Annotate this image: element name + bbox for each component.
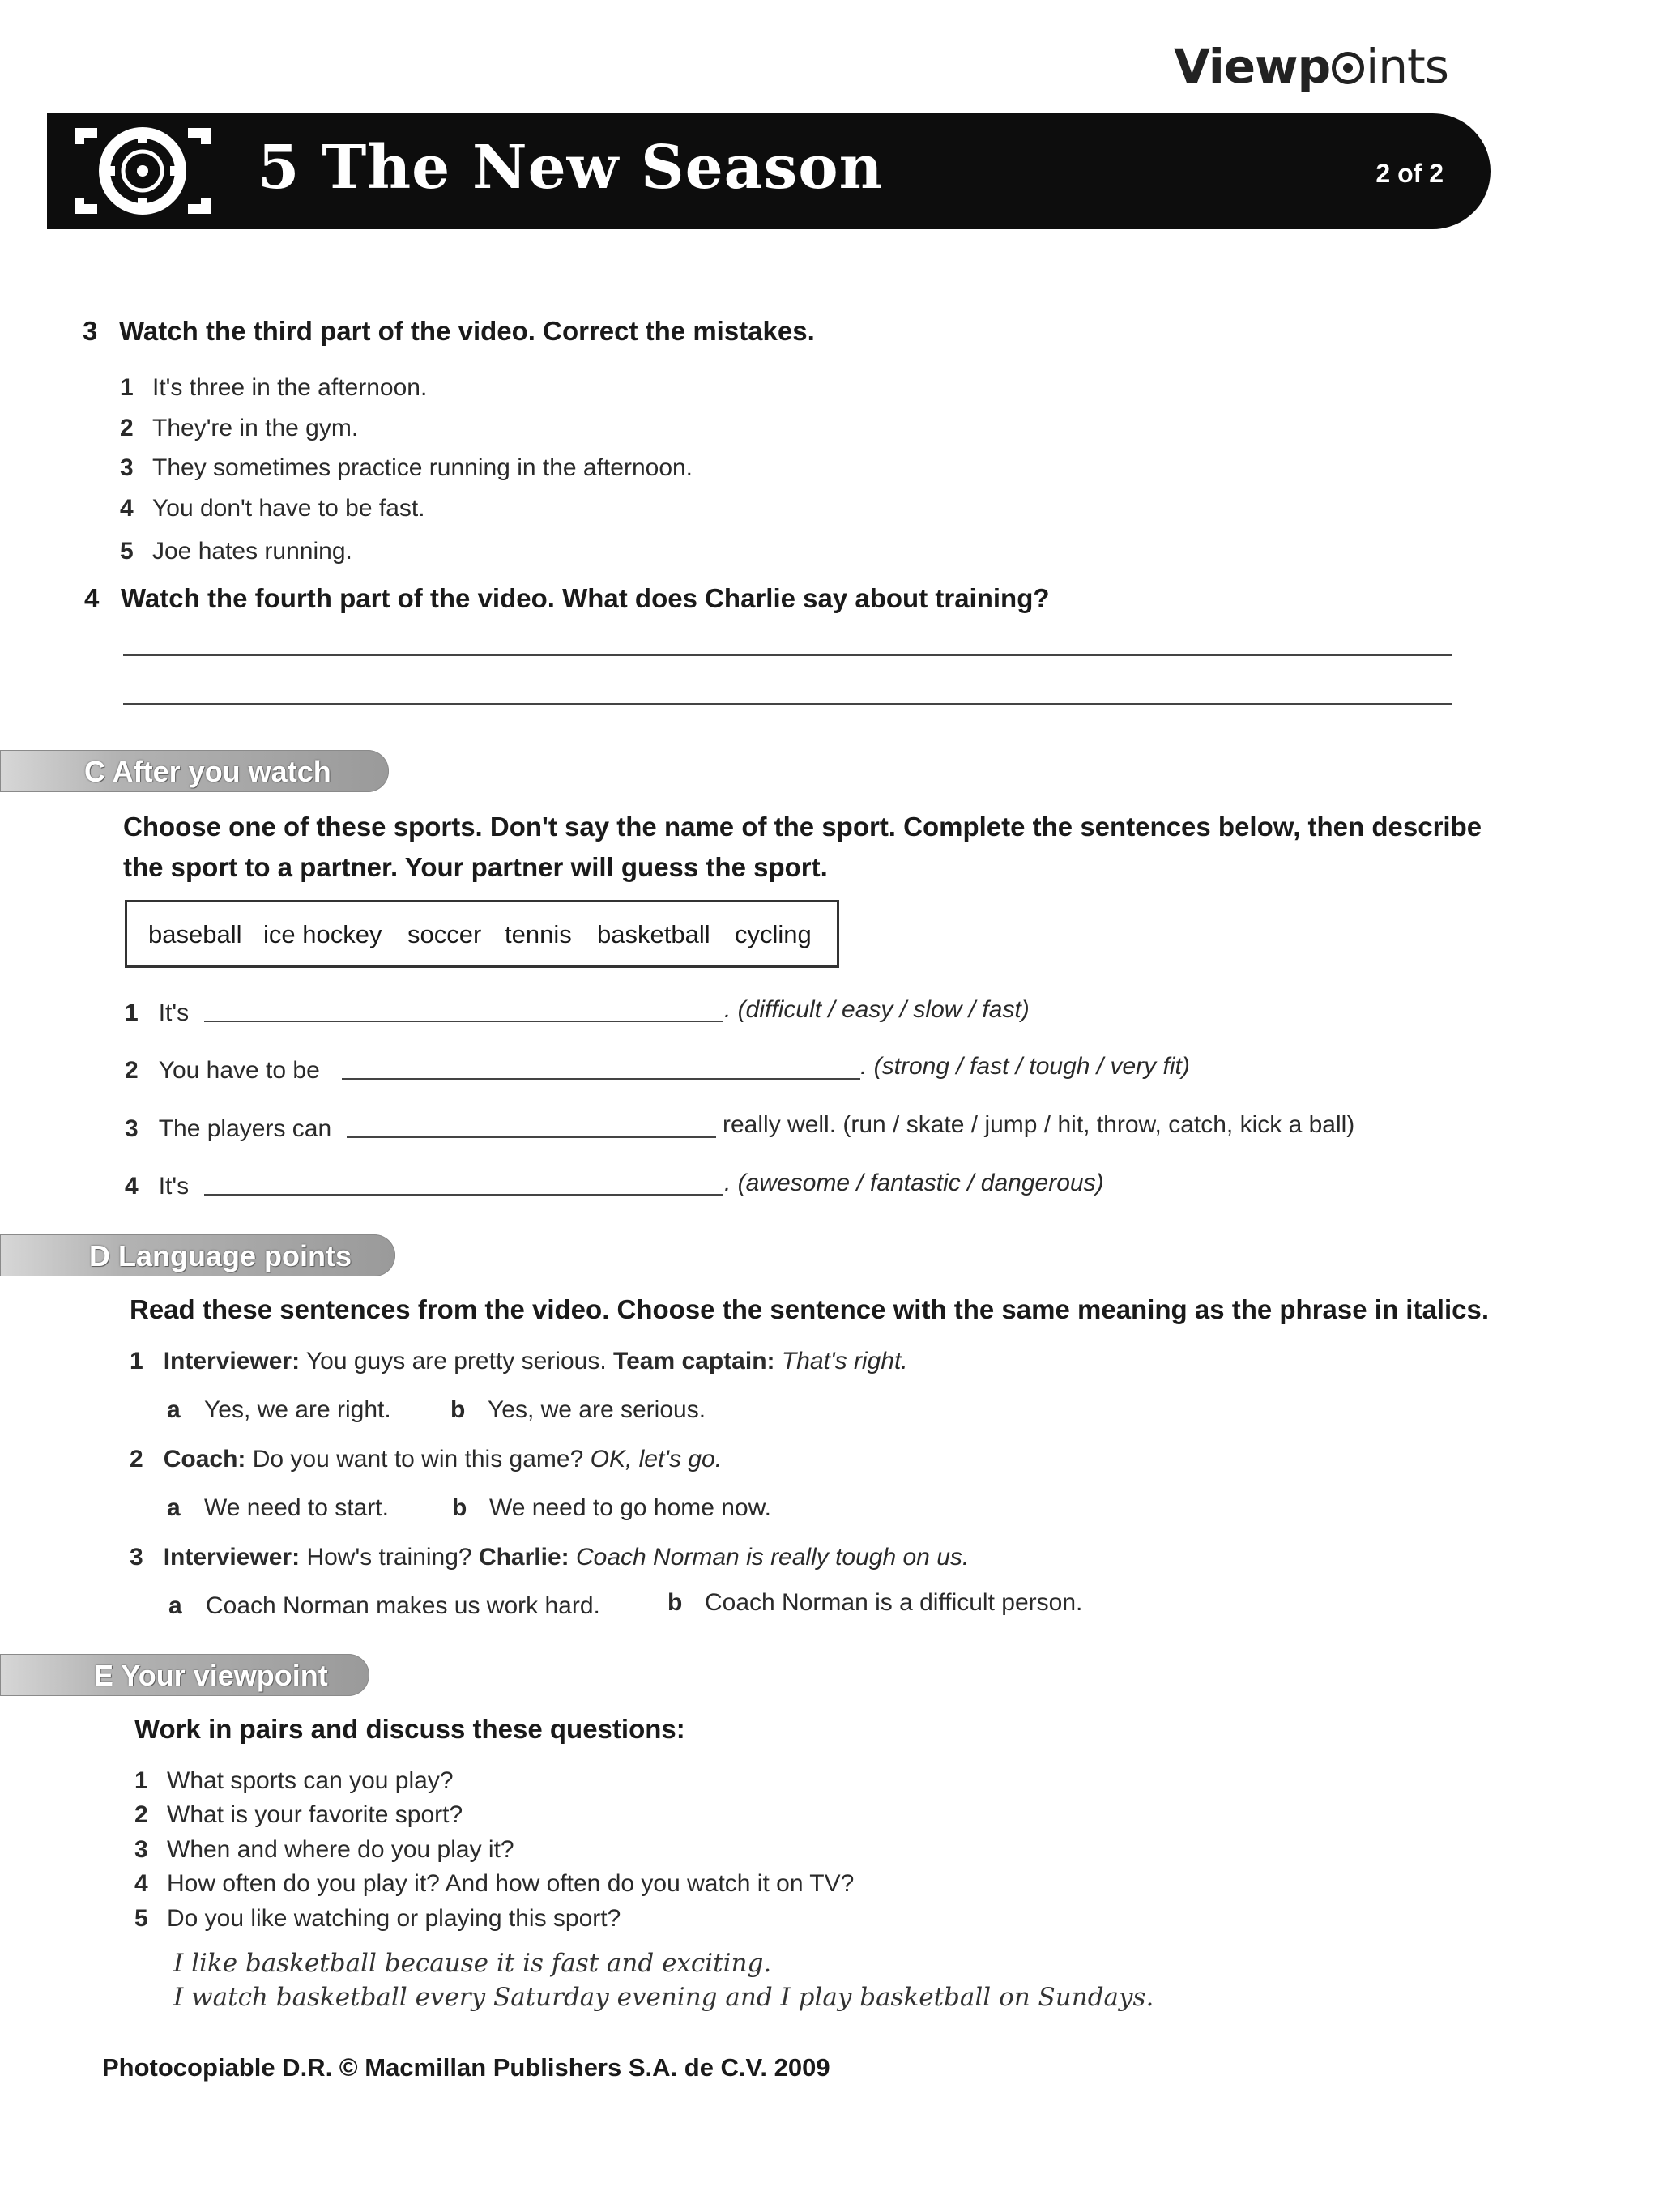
hint-text: . (difficult / easy / slow / fast)	[724, 996, 1030, 1023]
hint-text: . (awesome / fantastic / dangerous)	[724, 1170, 1104, 1196]
section-c-header: C After you watch	[0, 750, 389, 792]
option-a[interactable]: a Coach Norman makes us work hard.	[168, 1592, 600, 1619]
list-item: 3 They sometimes practice running in the afternoon.	[120, 454, 693, 481]
list-item: 2 They're in the gym.	[120, 415, 359, 441]
word-option: baseball	[148, 920, 242, 948]
brand-logo: Viewp ints	[1173, 39, 1448, 94]
answer-line[interactable]	[123, 703, 1452, 705]
page-title: 5 The New Season	[258, 133, 884, 202]
blank-line[interactable]	[204, 1194, 723, 1196]
copyright-footer: Photocopiable D.R. © Macmillan Publishers S.A. de C.V. 2009	[102, 2053, 830, 2082]
word-option: tennis	[505, 920, 572, 948]
question-3: 3 Watch the third part of the video. Correct the mistakes.	[83, 316, 815, 346]
fill-sentence-4: 4 It's	[125, 1173, 190, 1200]
list-item: 5 Do you like watching or playing this sport?	[134, 1905, 621, 1932]
hint-text: . (strong / fast / tough / very fit)	[860, 1053, 1190, 1080]
answer-line[interactable]	[123, 654, 1452, 656]
list-item: 3 When and where do you play it?	[134, 1836, 514, 1863]
section-e-instruction: Work in pairs and discuss these questions:	[134, 1714, 685, 1744]
camera-viewfinder-icon	[62, 121, 224, 220]
word-option: soccer	[407, 920, 482, 948]
list-item: 4 How often do you play it? And how often do you watch it on TV?	[134, 1870, 855, 1897]
list-item: 1 What sports can you play?	[134, 1767, 454, 1794]
option-b[interactable]: b Coach Norman is a difficult person.	[667, 1589, 1083, 1616]
dialogue-1: 1 Interviewer: You guys are pretty serious. Team captain: That's right.	[130, 1348, 908, 1375]
section-c-instruction: Choose one of these sports. Don't say the name of the sport. Complete the sentences below, then describe the sport to a partner. Your partner will guess the sport.	[123, 812, 1482, 882]
option-b[interactable]: b Yes, we are serious.	[450, 1396, 706, 1423]
example-line-1: I like basketball because it is fast and exciting.	[173, 1949, 772, 1978]
target-circle-icon	[1332, 52, 1364, 84]
list-item: 4 You don't have to be fast.	[120, 495, 425, 522]
fill-sentence-1: 1 It's	[125, 999, 190, 1026]
word-box	[125, 900, 839, 968]
option-a[interactable]: a We need to start.	[167, 1494, 389, 1521]
blank-line[interactable]	[347, 1136, 716, 1138]
section-d-header: D Language points	[0, 1234, 395, 1276]
word-option: ice hockey	[263, 920, 382, 948]
word-option: cycling	[735, 920, 812, 948]
blank-line[interactable]	[342, 1078, 860, 1080]
list-item: 2 What is your favorite sport?	[134, 1801, 463, 1828]
section-e-header: E Your viewpoint	[0, 1654, 369, 1696]
fill-sentence-2: 2 You have to be	[125, 1057, 320, 1084]
example-line-2: I watch basketball every Saturday evening and I play basketball on Sundays.	[173, 1983, 1154, 2012]
list-item: 5 Joe hates running.	[120, 538, 352, 565]
hint-text: really well. (run / skate / jump / hit, throw, catch, kick a ball)	[723, 1111, 1355, 1138]
dialogue-2: 2 Coach: Do you want to win this game? OK, let's go.	[130, 1446, 723, 1473]
page-indicator: 2 of 2	[1375, 159, 1444, 188]
fill-sentence-3: 3 The players can	[125, 1115, 332, 1142]
list-item: 1 It's three in the afternoon.	[120, 374, 428, 401]
option-b[interactable]: b We need to go home now.	[452, 1494, 772, 1521]
option-a[interactable]: a Yes, we are right.	[167, 1396, 391, 1423]
dialogue-3: 3 Interviewer: How's training? Charlie: Coach Norman is really tough on us.	[130, 1544, 970, 1571]
section-d-instruction: Read these sentences from the video. Choose the sentence with the same meaning as the phrase in italics.	[130, 1294, 1490, 1324]
word-option: basketball	[597, 920, 710, 948]
blank-line[interactable]	[204, 1021, 723, 1022]
question-4: 4 Watch the fourth part of the video. What does Charlie say about training?	[84, 583, 1050, 613]
title-banner	[47, 113, 1491, 229]
